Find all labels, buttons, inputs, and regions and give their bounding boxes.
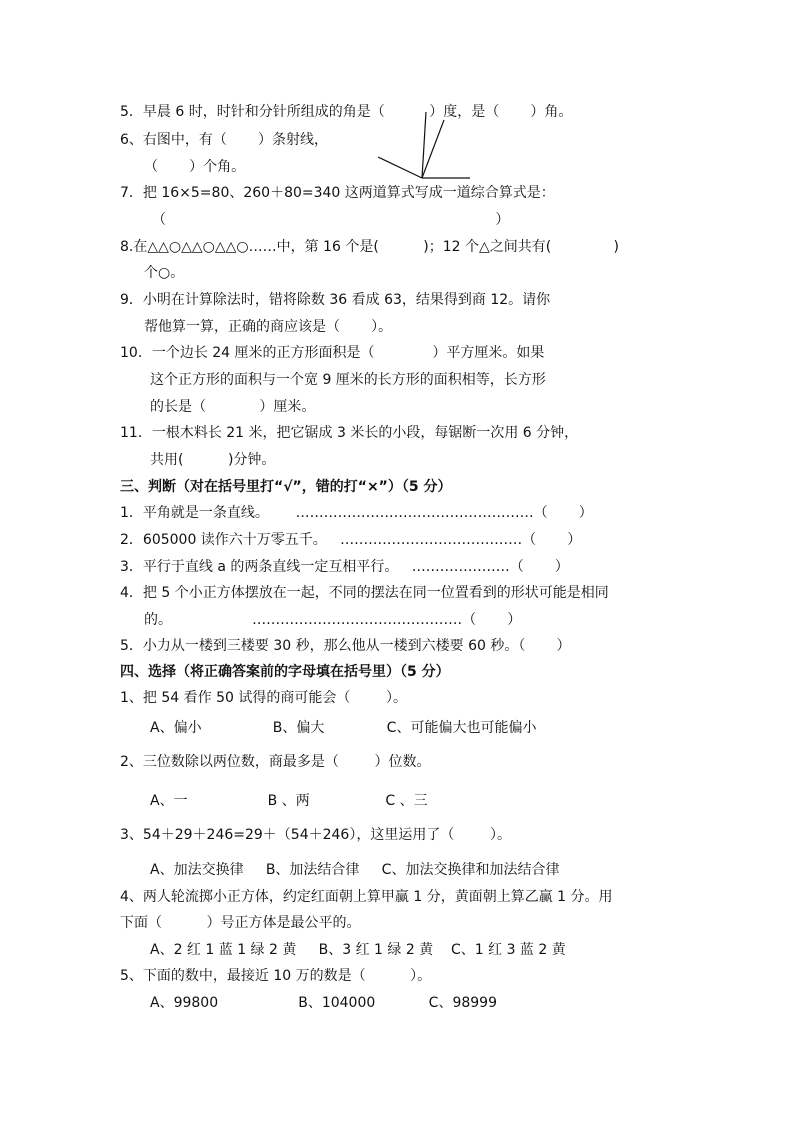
q10-line-3: 的长是（ ）厘米。 (150, 399, 316, 415)
choice-5-options: A、99800 B、104000 C、98999 (150, 995, 497, 1011)
q5-line: 5．早晨 6 时，时针和分针所组成的角是（ ）度，是（ ）角。 (120, 104, 573, 120)
q9-line-1: 9．小明在计算除法时，错将除数 36 看成 63，结果得到商 12。请你 (120, 292, 551, 308)
q11-line-2: 共用( )分钟。 (150, 452, 276, 468)
judge-1: 1．平角就是一条直线。 ……………………………………………（ ） (120, 505, 593, 521)
choice-3: 3、54＋29＋246=29＋（54＋246），这里运用了（ ）。 (120, 827, 511, 843)
choice-4-options: A、2 红 1 蓝 1 绿 2 黄 B、3 红 1 绿 2 黄 C、1 红 3 蓝 2 黄 (150, 942, 566, 958)
q9-line-2: 帮他算一算，正确的商应该是（ ）。 (144, 319, 393, 335)
q7-line-1: 7．把 16×5=80、260＋80=340 这两道算式写成一道综合算式是： (120, 185, 555, 201)
choice-5: 5、下面的数中，最接近 10 万的数是（ ）。 (120, 968, 432, 984)
q6-line-1: 6、右图中，有（ ）条射线， (120, 132, 329, 148)
choice-4-line-2: 下面（ ）号正方体是最公平的。 (120, 915, 361, 931)
q8-line-2: 个○。 (144, 265, 185, 281)
judge-5: 5．小力从一楼到三楼要 30 秒，那么他从一楼到六楼要 60 秒。（ ） (120, 638, 571, 654)
rays-figure (378, 112, 478, 182)
choice-2-options: A、一 B 、两 C 、三 (150, 793, 428, 809)
choice-4-line-1: 4、两人轮流掷小正方体，约定红面朝上算甲赢 1 分，黄面朝上算乙赢 1 分。用 (120, 889, 613, 905)
section-3-heading: 三、判断（对在括号里打“√”，错的打“×”）（5 分） (120, 479, 452, 495)
section-4-heading: 四、选择（将正确答案前的字母填在括号里）（5 分） (120, 664, 450, 680)
q8-line-1: 8.在△△○△△○△△○……中，第 16 个是( )；12 个△之间共有( ) (120, 239, 620, 255)
judge-4-line-2: 的。 ………………………………………（ ） (144, 612, 522, 628)
judge-3: 3．平行于直线 a 的两条直线一定互相平行。 …………………（ ） (120, 559, 569, 575)
q11-line-1: 11．一根木料长 21 米，把它锯成 3 米长的小段，每锯断一次用 6 分钟， (120, 425, 579, 441)
q6-line-2: （ ）个角。 (144, 159, 246, 175)
choice-1: 1、把 54 看作 50 试得的商可能会（ ）。 (120, 690, 407, 706)
q10-line-1: 10．一个边长 24 厘米的正方形面积是（ ）平方厘米。如果 (120, 345, 545, 361)
q10-line-2: 这个正方形的面积与一个宽 9 厘米的长方形的面积相等，长方形 (150, 372, 546, 388)
judge-4-line-1: 4．把 5 个小正方体摆放在一起，不同的摆法在同一位置看到的形状可能是相同 (120, 585, 609, 601)
choice-3-options: A、加法交换律 B、加法结合律 C、加法交换律和加法结合律 (150, 862, 560, 878)
q7-line-2: （ ） (152, 212, 510, 228)
judge-2: 2．605000 读作六十万零五千。 …………………………………（ ） (120, 532, 582, 548)
choice-1-options: A、偏小 B、偏大 C、可能偏大也可能偏小 (150, 720, 537, 736)
choice-2: 2、三位数除以两位数，商最多是（ ）位数。 (120, 754, 431, 770)
